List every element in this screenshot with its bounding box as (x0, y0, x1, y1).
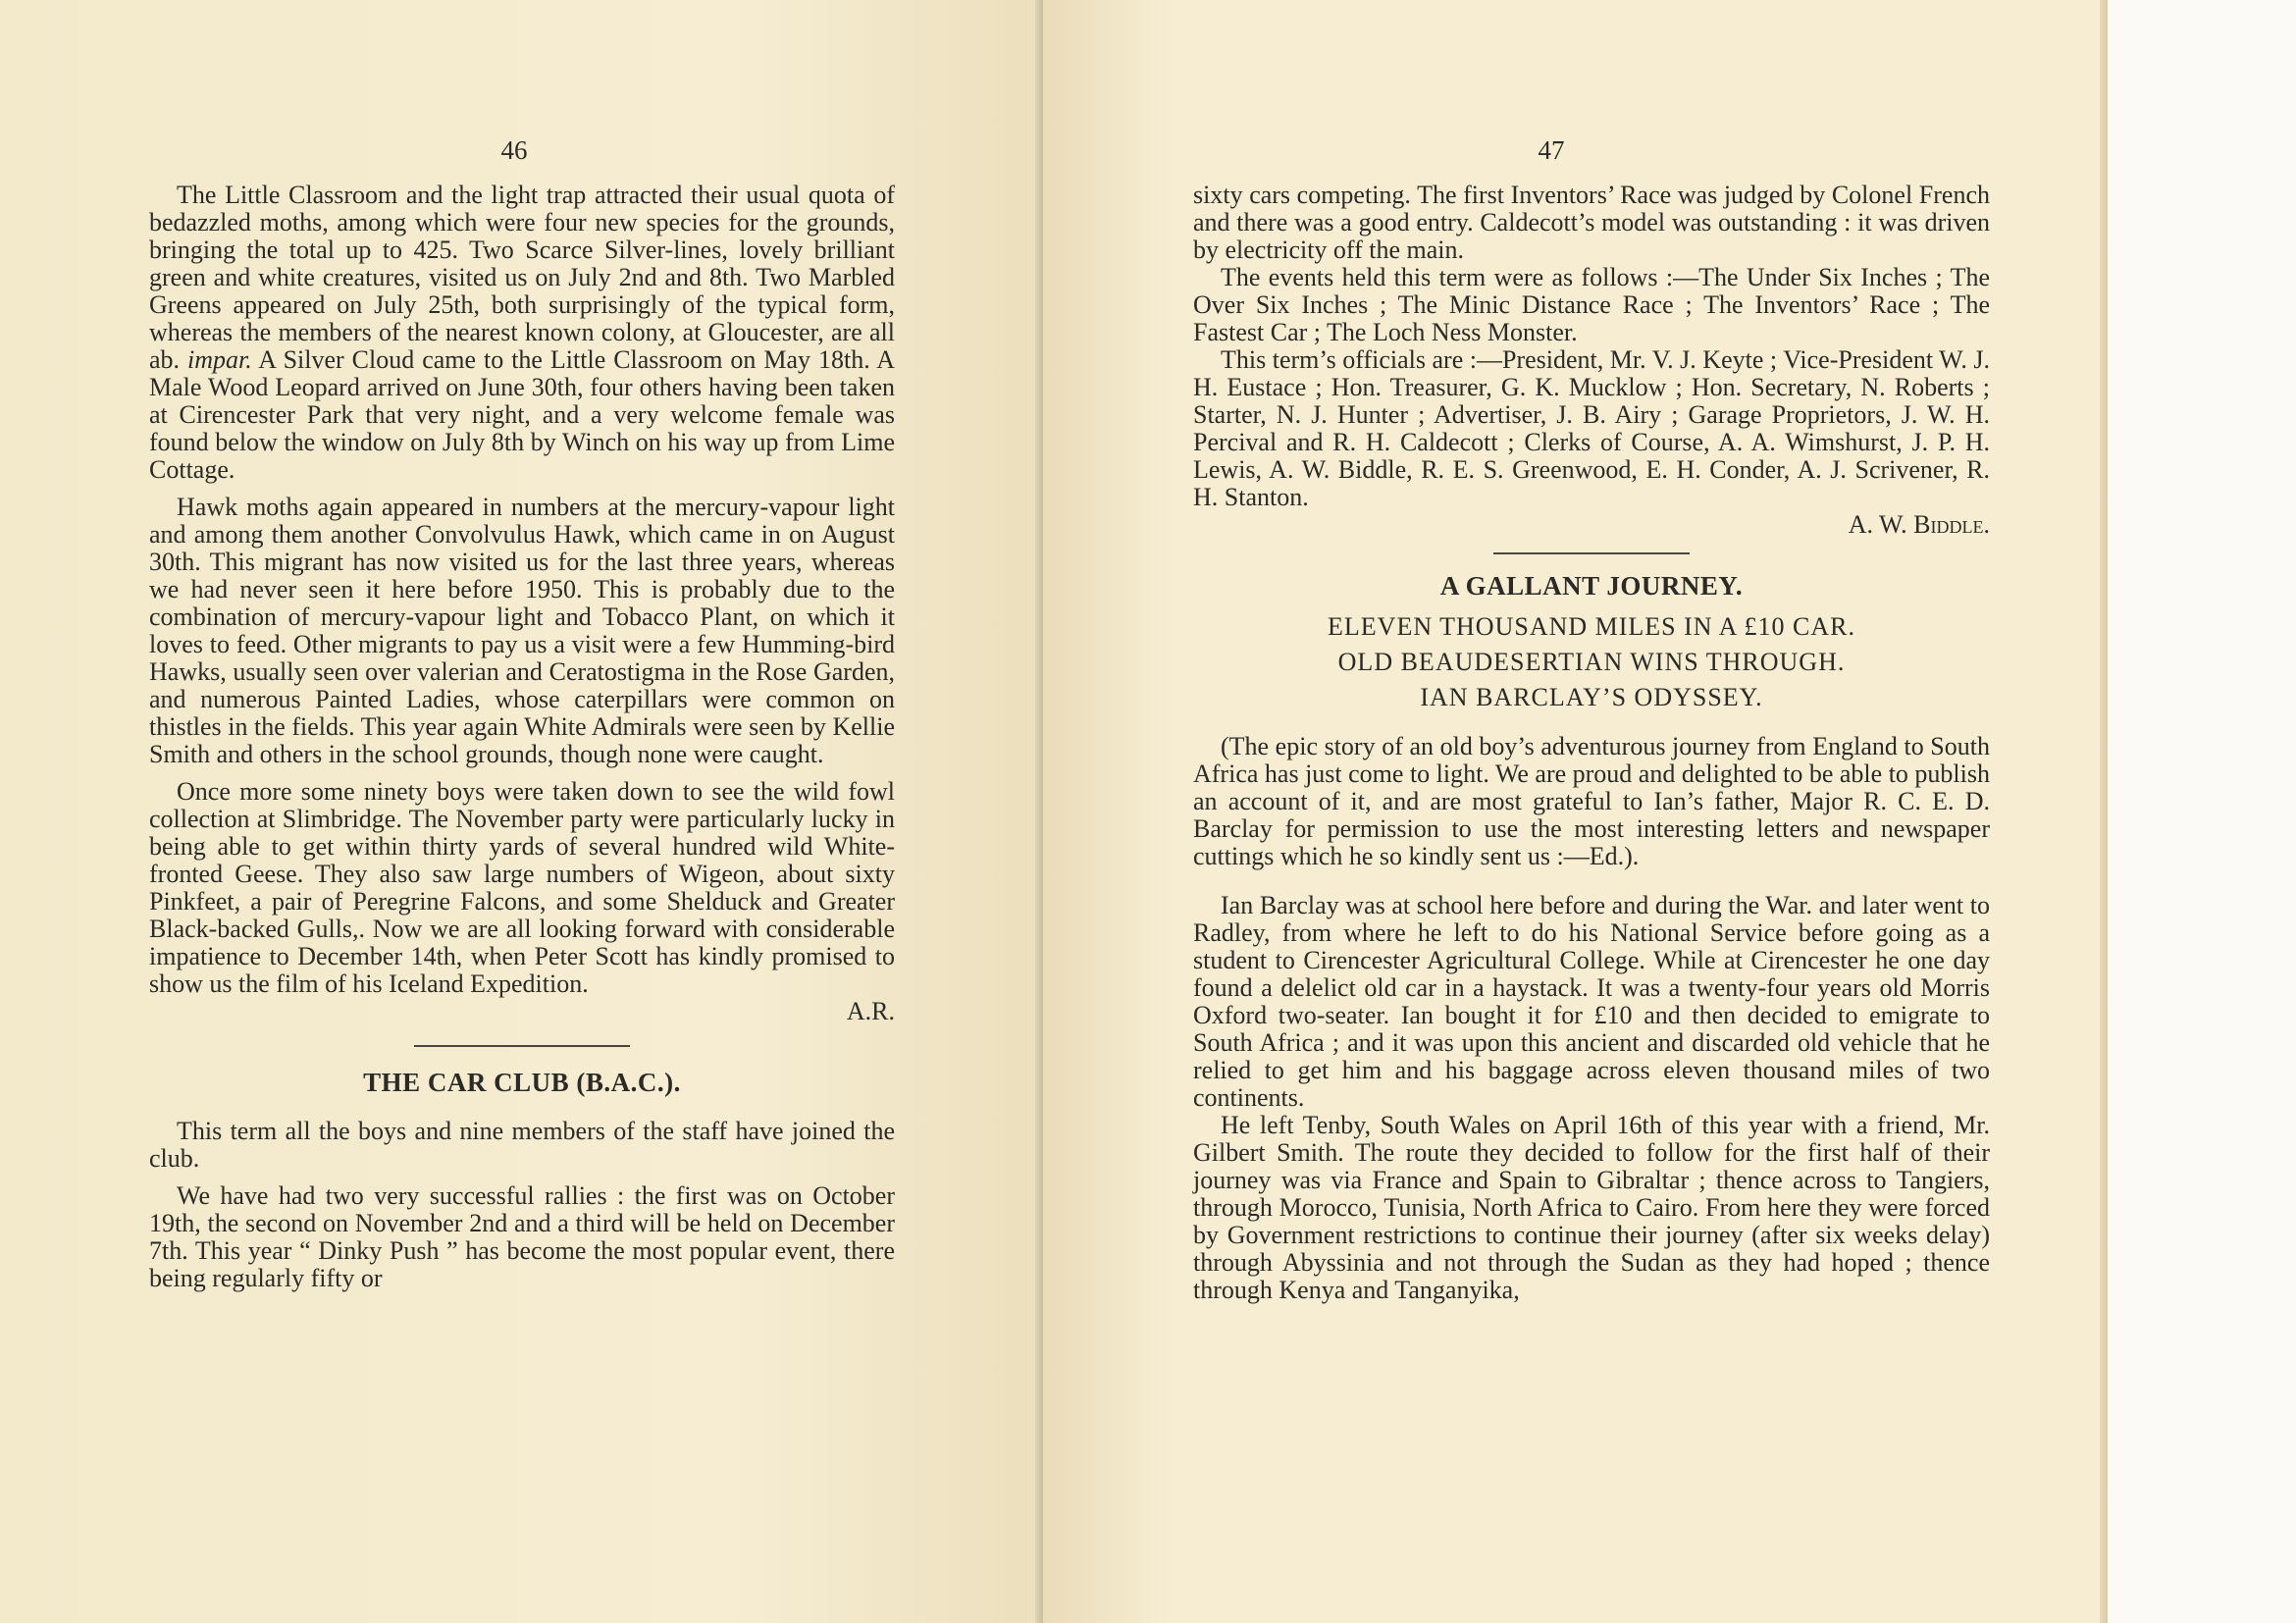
car-club-heading: THE CAR CLUB (B.A.C.). (363, 1068, 681, 1097)
barclay-paragraph: Ian Barclay was at school here before and during the War. and later went to Radley, from where he left to do his National Service before going as a student to Cirencester Agricultural College. While at Cirencester he one day found a delelict old car in a haystack. It was a twenty-four years old Morris Oxford two-seater. Ian bought it for £10 and then decided to emigrate to South Africa ; and it was upon this ancient and discarded old vehicle that he relied to get him and his baggage across eleven thousand miles of two continents. (1193, 891, 1990, 1112)
spacer (1193, 711, 1990, 733)
signature-surname: Biddle. (1913, 510, 1990, 539)
section-divider (1493, 552, 1690, 554)
page-edge (2100, 0, 2108, 1623)
events-paragraph: The events held this term were as follows :—The Under Six Inches ; The Over Six Inches ; The Minic Distance Race ; The Inventors’ Race ; The Fastest Car ; The Loch Ness Monster. (1193, 263, 1990, 346)
spacer (1193, 870, 1990, 892)
signature-initials: A. W. (1848, 510, 1907, 539)
moths-paragraph (149, 182, 895, 484)
slimbridge-paragraph: Once more some ninety boys were taken down to see the wild fowl collection at Slimbridge. The November party were particularly lucky in being able to get within thirty yards of several hundred wild White-fronted Geese. They also saw large numbers of Wigeon, about sixty Pinkfeet, a pair of Peregrine Falcons, and some Shelduck and Greater Black-backed Gulls,. Now we are all looking forward with considerable impatience to December 14th, when Peter Scott has kindly promised to show us the film of his Iceland Expedition. (149, 777, 895, 998)
route-paragraph: He left Tenby, South Wales on April 16th of this year with a friend, Mr. Gilbert Smith. The route they decided to follow for the first half of their journey was via France and Spain to Gibraltar ; thence across to Tangiers, through Morocco, Tunisia, North Africa to Cairo. From here they were forced by Government restrictions to continue their journey (after six weeks delay) through Abyssinia and not through the Sudan as they had hoped ; thence through Kenya and Tanganyika, (1193, 1111, 1990, 1304)
hawk-moths-paragraph: Hawk moths again appeared in numbers at the mercury-vapour light and among them another Convolvulus Hawk, which came in on August 30th. This migrant has now visited us for the last three years, whereas we had never seen it here before 1950. This is probably due to the combination of mercury-vapour light and Tobacco Plant, on which it loves to feed. Other migrants to pay us a visit were a few Humming-bird Hawks, usually seen over valerian and Ceratostigma in the Rose Garden, and numerous Painted Ladies, whose caterpillars were common on thistles in the fields. This year again White Admirals were seen by Kellie Smith and others in the school grounds, though none were caught. (149, 493, 895, 768)
subheading-eleven-thousand: ELEVEN THOUSAND MILES IN A £10 CAR. (1328, 612, 1855, 641)
left-column (149, 182, 895, 1292)
right-page (1043, 0, 2102, 1623)
right-column (1193, 182, 1990, 1304)
page-number-right: 47 (1538, 135, 1565, 165)
gallant-journey-heading: A GALLANT JOURNEY. (1439, 571, 1744, 601)
left-page (0, 0, 1043, 1623)
car-club-paragraph-2: We have had two very successful rallies : the first was on October 19th, the second on November 2nd and a third will be held on December 7th. This year “ Dinky Push ” has become the most popular event, there being regularly fifty or (149, 1181, 895, 1292)
page-number-left: 46 (500, 135, 528, 165)
officials-paragraph: This term’s officials are :—President, Mr. V. J. Keyte ; Vice-President W. J. H. Eustace ; Hon. Treasurer, G. K. Mucklow ; Hon. Secretary, N. Roberts ; Starter, N. J. Hunter ; Advertiser, J. B. Airy ; Garage Proprietors, J. W. H. Percival and R. H. Caldecott ; Clerks of Course, A. A. Wimshurst, J. P. H. Lewis, A. W. Biddle, R. E. S. Greenwood, E. H. Conder, A. J. Scrivener, R. H. Stanton. (1193, 345, 1990, 511)
signature-ar: A.R. (846, 997, 895, 1025)
moths-italic: impar. (187, 345, 252, 374)
editor-note-paragraph: (The epic story of an old boy’s adventurous journey from England to South Africa has just come to light. We are proud and delighted to be able to publish an account of it, and are most grateful to Ian’s father, Major R. C. E. D. Barclay for permission to use the most interesting letters and newspaper cuttings which he so kindly sent us :—Ed.). (1193, 732, 1990, 870)
signature-biddle (1193, 511, 1990, 539)
section-divider (414, 1045, 630, 1047)
spacer (149, 1096, 895, 1118)
car-club-continued: sixty cars competing. The first Inventors’ Race was judged by Colonel French and there was a good entry. Caldecott’s model was outstanding : it was driven by electricity off the main. (1193, 181, 1990, 264)
subheading-odyssey: IAN BARCLAY’S ODYSSEY. (1420, 683, 1763, 711)
subheading-beaudesertian: OLD BEAUDESERTIAN WINS THROUGH. (1337, 648, 1846, 676)
car-club-paragraph-1: This term all the boys and nine members of the staff have joined the club. (149, 1117, 895, 1173)
moths-text-cont: A Silver Cloud came to the Little Classroom on May 18th. A Male Wood Leopard arrived on June 30th, four others having been taken at Cirencester Park that very night, and a very welcome female was found below the window on July 8th by Winch on his way up from Lime Cottage. (149, 345, 895, 484)
moths-text: The Little Classroom and the light trap attracted their usual quota of bedazzled moths, among which were four new species for the grounds, bringing the total up to 425. Two Scarce Silver-lines, lovely brilliant green and white creatures, visited us on July 2nd and 8th. Two Marbled Greens appeared on July 25th, both surprisingly of the typical form, whereas the members of the nearest known colony, at Gloucester, are all ab. (149, 181, 895, 374)
